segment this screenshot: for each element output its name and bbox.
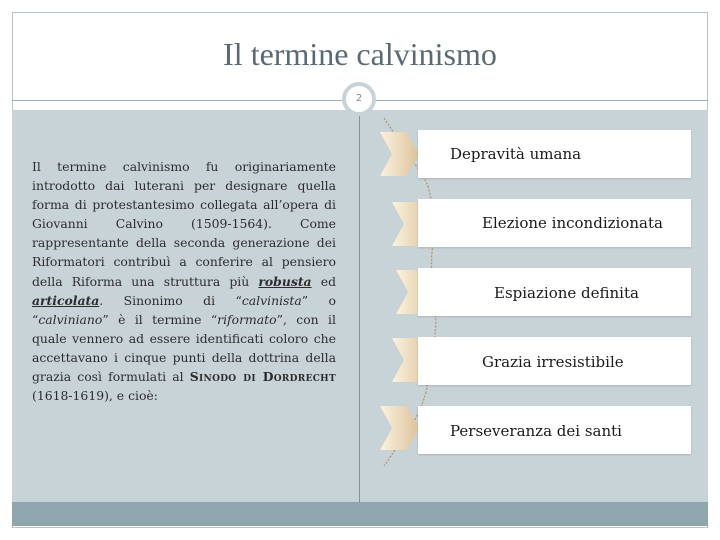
slide-number-badge: 2: [342, 82, 376, 116]
point-label-5: Perseveranza dei santi: [450, 422, 622, 440]
emphasis-robusta: robusta: [258, 273, 312, 289]
body-text-part: ” o “: [32, 292, 337, 327]
term-riformato: riformato: [217, 311, 277, 327]
chevron-5: [380, 406, 420, 450]
synod-name: Sinodo di Dordrecht: [189, 369, 336, 385]
column-divider: [359, 110, 360, 502]
slide-title: Il termine calvinismo: [223, 36, 497, 72]
body-text-part: ed: [311, 273, 336, 289]
point-label-3: Espiazione definita: [494, 284, 639, 302]
body-paragraph: [32, 157, 336, 405]
body-text-part: ”, con il quale vennero ad essere identificati coloro che accettavano i cinque punti della dottrina della grazia così formulati al: [32, 311, 336, 385]
body-text-part: (1618-1619), e cioè:: [32, 388, 158, 404]
emphasis-articolata: articolata: [32, 292, 100, 308]
point-label-1: Depravità umana: [450, 145, 582, 163]
chevron-1: [380, 132, 420, 176]
point-label-4: Grazia irresistibile: [482, 353, 624, 371]
term-calviniano: calviniano: [38, 311, 103, 327]
body-text-part: ” è il termine “: [102, 311, 218, 327]
point-label-2: Elezione incondizionata: [482, 214, 663, 232]
body-text-part: . Sinonimo di “: [99, 292, 242, 308]
footer-band: [12, 502, 708, 526]
body-text-part: Il termine calvinismo fu originariamente introdotto dai luterani per designare quella forma di protestantesimo collegata all’opera di Giovanni Calvino (1509-1564). Come rappresentante della seconda generazione dei Riformatori contribuì a conferire al pensiero della Riforma una struttura più: [32, 159, 336, 289]
term-calvinista: calvinista: [241, 292, 302, 308]
